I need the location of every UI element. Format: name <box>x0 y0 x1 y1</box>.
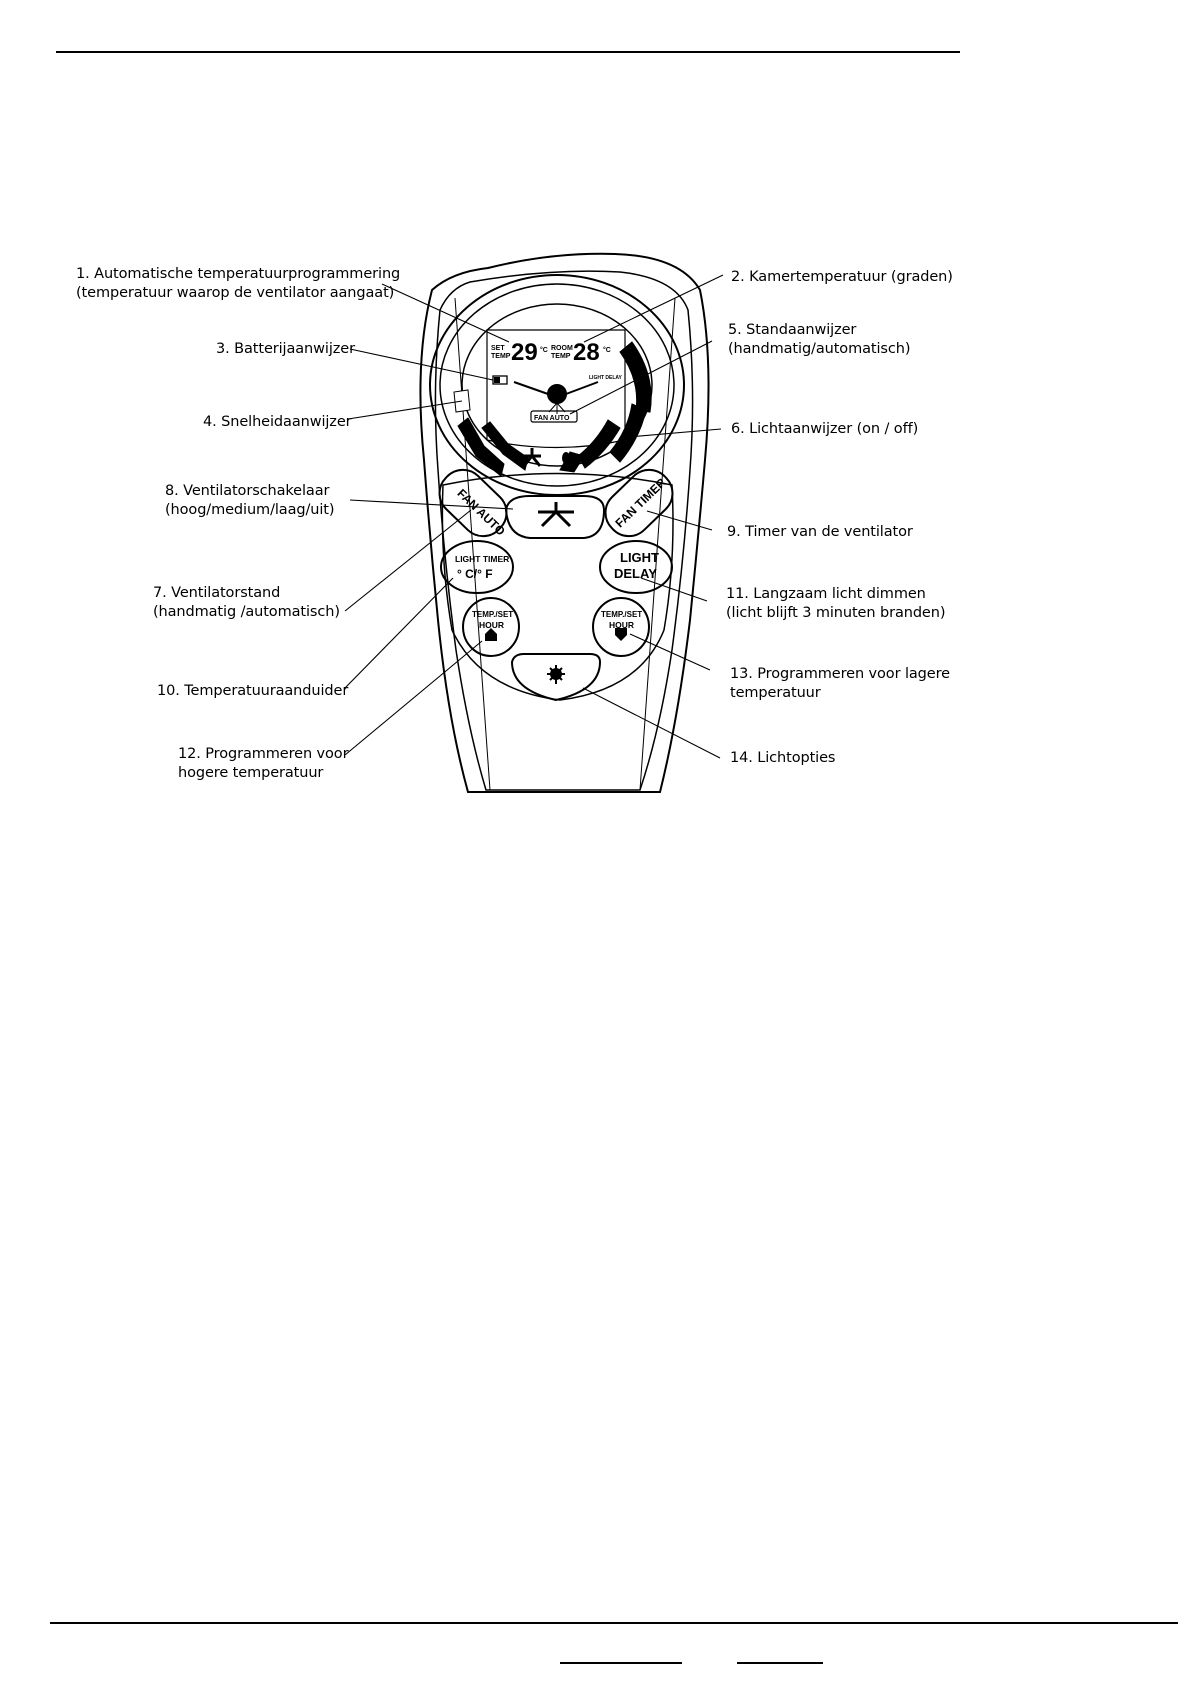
callout-8: 8. Ventilatorschakelaar (hoog/medium/laag/uit) <box>165 483 335 518</box>
callout-10: 10. Temperatuuraanduider <box>157 683 349 699</box>
callout-5: 5. Standaanwijzer (handmatig/automatisch) <box>728 322 911 357</box>
bulb-glyph-icon <box>562 452 570 464</box>
speed-indicator-bars <box>454 390 528 476</box>
callout-3: 3. Batterijaanwijzer <box>216 341 355 357</box>
lcd-set-label-2: TEMP <box>491 353 511 360</box>
fan-icon <box>538 502 574 526</box>
lcd-room-label-2: TEMP <box>551 353 571 360</box>
callout-14: 14. Lichtopties <box>730 750 836 766</box>
lcd-room-unit: °C <box>603 347 611 354</box>
temp-set-down-label-1: TEMP./SET <box>601 610 643 619</box>
lcd-room-label-1: ROOM <box>551 345 573 352</box>
remote-outer-body <box>420 254 708 792</box>
callout-9: 9. Timer van de ventilator <box>727 524 913 540</box>
callout-11: 11. Langzaam licht dimmen (licht blijft 3 minuten branden) <box>726 586 946 621</box>
light-bulb-icon <box>547 665 565 684</box>
temp-set-down-label-2: HOUR <box>609 620 635 630</box>
fan-timer-label: FAN TIMER <box>612 475 669 531</box>
temp-set-up-label-1: TEMP./SET <box>472 610 514 619</box>
callout-2: 2. Kamertemperatuur (graden) <box>731 269 953 285</box>
lcd-set-value: 29 <box>511 339 538 366</box>
callout-4: 4. Snelheidaanwijzer <box>203 414 352 430</box>
light-timer-label-bottom: ° C/° F <box>457 567 493 581</box>
callout-6: 6. Lichtaanwijzer (on / off) <box>731 421 919 437</box>
light-timer-label-top: LIGHT TIMER <box>455 554 510 564</box>
light-delay-label-top: LIGHT <box>620 550 659 565</box>
temp-set-up-label-2: HOUR <box>479 620 505 630</box>
lcd-set-unit: °C <box>540 347 548 354</box>
callout-13: 13. Programmeren voor lagere temperatuur <box>730 666 950 701</box>
callout-12: 12. Programmeren voor hogere temperatuur <box>178 746 349 781</box>
callout-7: 7. Ventilatorstand (handmatig /automatisch) <box>153 585 340 620</box>
lcd-light-delay-label: LIGHT DELAY <box>589 375 622 381</box>
lcd-mode-label: FAN AUTO <box>534 415 570 422</box>
lcd-room-value: 28 <box>573 339 600 366</box>
fan-auto-label: FAN AUTO <box>454 486 508 539</box>
lcd-set-label-1: SET <box>491 345 505 352</box>
light-delay-label-bottom: DELAY <box>614 566 657 581</box>
callout-1: 1. Automatische temperatuurprogrammering (temperatuur waarop de ventilator aangaat) <box>76 266 401 301</box>
